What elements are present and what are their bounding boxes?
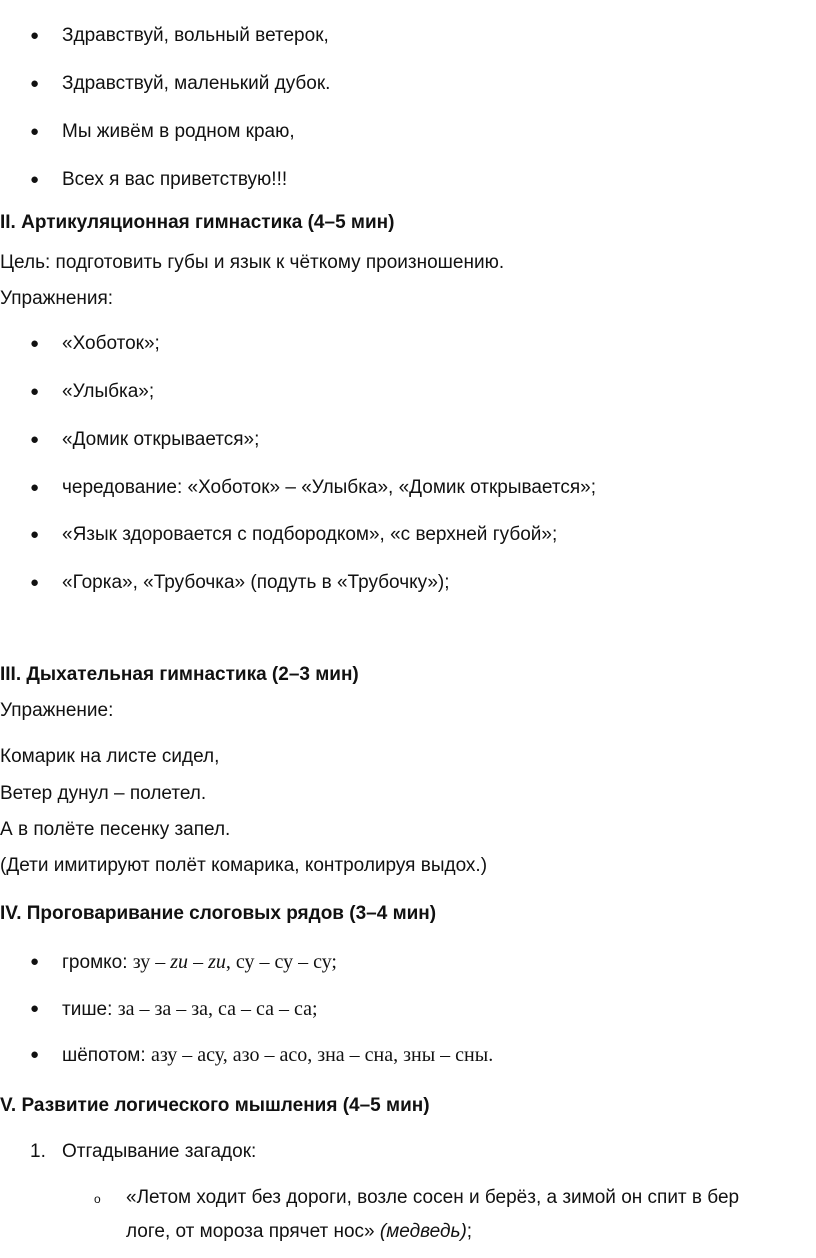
section-2-exercises-label: Упражнения: (0, 288, 114, 309)
poem-line: Комарик на листе сидел, (0, 746, 220, 767)
bullet-icon: ● (30, 171, 40, 188)
poem-line: Ветер дунул – полетел. (0, 783, 207, 804)
section-3-exercise-label: Упражнение: (0, 700, 114, 721)
section-2-goal: Цель: подготовить губы и язык к чёткому произношению. (0, 252, 505, 273)
section-2-heading: II. Артикуляционная гимнастика (4–5 мин) (0, 212, 395, 233)
section-5-heading: V. Развитие логического мышления (4–5 мин) (0, 1095, 430, 1116)
syllable-row-loud: громко: зу – zu – zu, су – су – су; (62, 951, 337, 973)
bullet-icon: ● (30, 479, 40, 496)
exercise-item: чередование: «Хоботок» – «Улыбка», «Домик открывается»; (62, 477, 596, 498)
exercise-item: «Горка», «Трубочка» (подуть в «Трубочку»); (62, 572, 450, 593)
greeting-line-1: Здравствуй, вольный ветерок, (62, 25, 329, 46)
greeting-line-4: Всех я вас приветствую!!! (62, 169, 288, 190)
exercise-item: «Язык здоровается с подбородком», «с верхней губой»; (62, 524, 558, 545)
bullet-icon: ● (30, 526, 40, 543)
riddle-line-2: логе, от мороза прячет нос» (медведь); (126, 1221, 473, 1242)
bullet-icon: ● (30, 123, 40, 140)
bullet-icon: ● (30, 1046, 40, 1063)
exercise-item: «Улыбка»; (62, 381, 155, 402)
bullet-icon: ● (30, 383, 40, 400)
section-3-heading: III. Дыхательная гимнастика (2–3 мин) (0, 664, 359, 685)
syllable-row-quiet: тише: за – за – за, са – са – са; (62, 998, 318, 1020)
exercise-item: «Хоботок»; (62, 333, 160, 354)
numbered-item: Отгадывание загадок: (62, 1141, 257, 1162)
syllable-row-whisper: шёпотом: азу – асу, азо – асо, зна – сна, зны – сны. (62, 1044, 494, 1066)
bullet-icon: ● (30, 27, 40, 44)
poem-note: (Дети имитируют полёт комарика, контролируя выдох.) (0, 855, 488, 876)
exercise-item: «Домик открывается»; (62, 429, 260, 450)
bullet-icon: ● (30, 335, 40, 352)
riddle-answer: (медведь) (379, 1221, 467, 1242)
bullet-icon: ● (30, 574, 40, 591)
bullet-icon: ● (30, 1000, 40, 1017)
circle-bullet-icon: o (94, 1192, 101, 1206)
poem-line: А в полёте песенку запел. (0, 819, 231, 840)
riddle-line-1: «Летом ходит без дороги, возле сосен и берёз, а зимой он спит в бер (126, 1187, 740, 1208)
bullet-icon: ● (30, 953, 40, 970)
bullet-icon: ● (30, 431, 40, 448)
section-4-heading: IV. Проговаривание слоговых рядов (3–4 мин) (0, 903, 437, 924)
list-number: 1. (30, 1141, 46, 1162)
bullet-icon: ● (30, 75, 40, 92)
greeting-line-2: Здравствуй, маленький дубок. (62, 73, 331, 94)
greeting-line-3: Мы живём в родном краю, (62, 121, 295, 142)
